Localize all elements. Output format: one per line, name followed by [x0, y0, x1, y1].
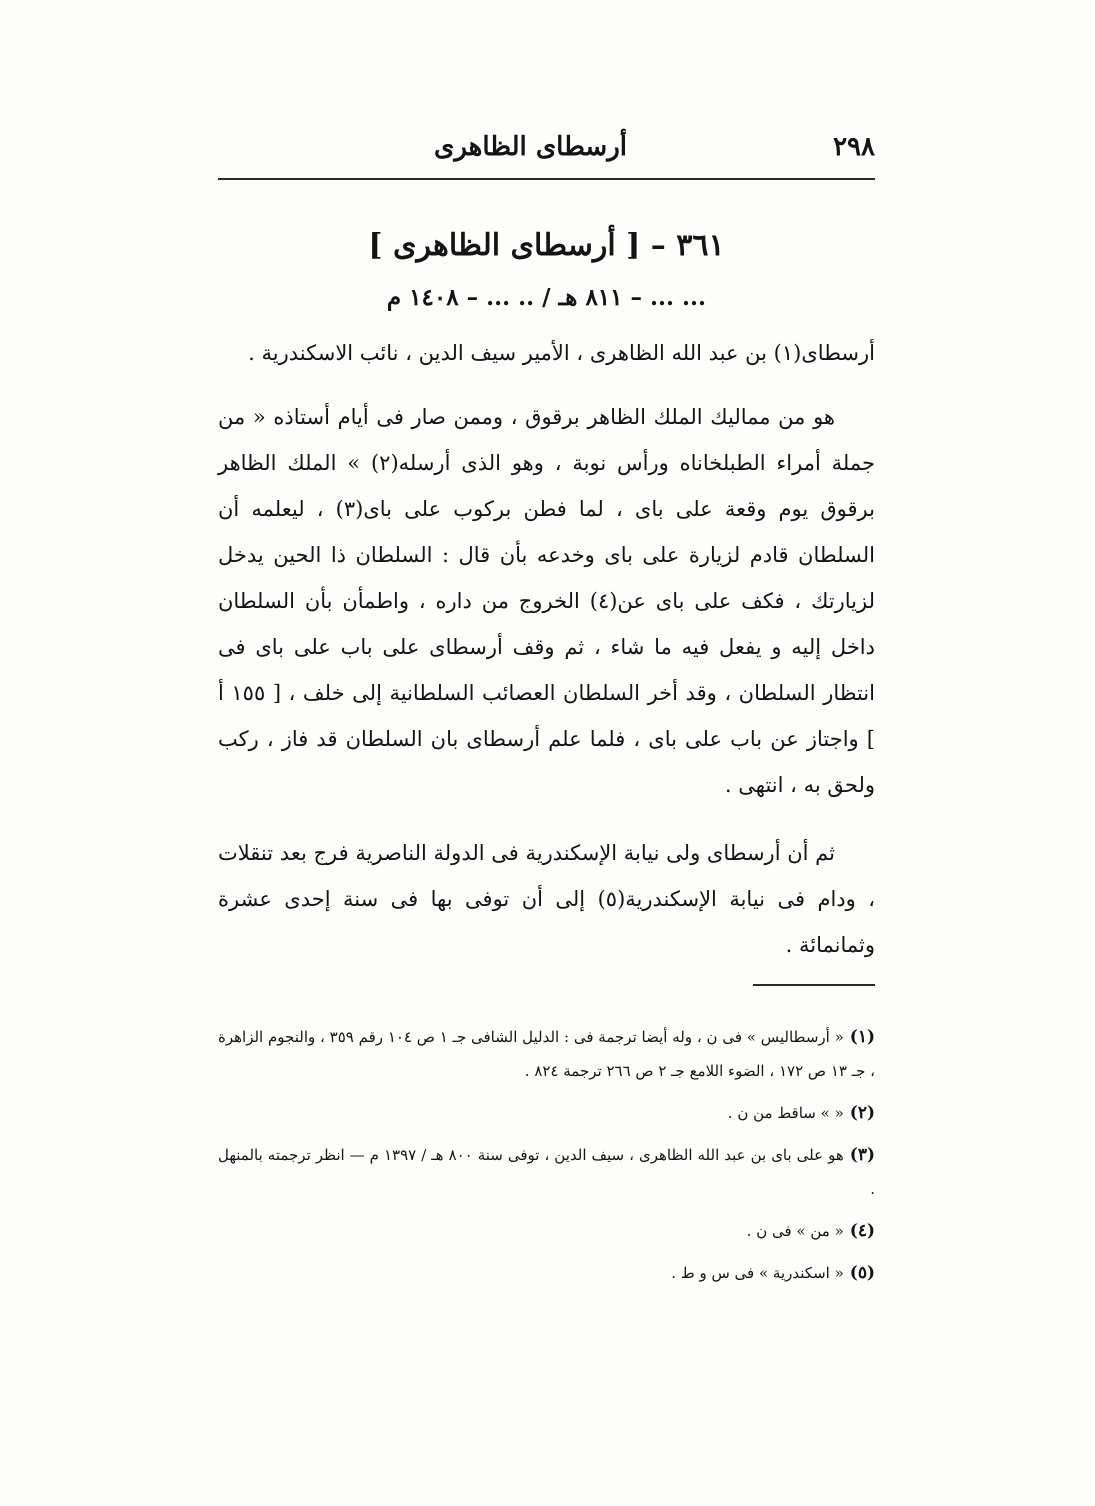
footnote: [218, 1256, 875, 1290]
header-rule: [218, 178, 875, 180]
footnote-number: (٣): [849, 1145, 875, 1165]
footnote-number: (٥): [849, 1263, 875, 1283]
page-number: ٢٩٨: [833, 132, 875, 162]
footnote-number: (٢): [849, 1103, 875, 1123]
footnote-text: « » ساقط من ن .: [727, 1104, 844, 1122]
footnote-rule: [753, 984, 875, 986]
entry-title: ٣٦١ – [ أرسطاى الظاهرى ]: [368, 228, 725, 263]
entry-dates: ... ... – ٨١١ هـ / .. ... – ١٤٠٨ م: [386, 284, 707, 311]
footnote-text: « اسكندرية » فى س و ط .: [671, 1264, 844, 1282]
footnote: [218, 1096, 875, 1130]
footnote: [218, 1138, 875, 1206]
footnotes: [218, 1020, 875, 1298]
running-title: أرسطاى الظاهرى: [433, 132, 627, 162]
footnote-text: « أرسطاليس » فى ن ، وله أيضا ترجمة فى : الدليل الشافى جـ ١ ص ١٠٤ رقم ٣٥٩ ، والنجوم الزاهرة ، جـ ١٣ ص ١٧٢ ، الضوء اللامع جـ ٢ ص ٢٦٦ ترجمة ٨٢٤ .: [218, 1028, 875, 1080]
footnote-number: (٤): [849, 1221, 875, 1241]
footnote: [218, 1020, 875, 1088]
footnote-number: (١): [849, 1027, 876, 1047]
footnote: [218, 1214, 875, 1248]
footnote-text: « من » فى ن .: [746, 1222, 844, 1240]
paragraph: ثم أن أرسطاى ولى نيابة الإسكندرية فى الدولة الناصرية فرج بعد تنقلات ، ودام فى نيابة الإسكندرية(٥) إلى أن توفى بها فى سنة إحدى عشرة وثمانمائة .: [218, 841, 876, 957]
paragraph: هو من مماليك الملك الظاهر برقوق ، وممن صار فى أيام أستاذه « من جملة أمراء الطبلخاناه ورأس نوبة ، وهو الذى أرسله(٢) » الملك الظاهر برقوق يوم وقعة على باى ، لما فطن بركوب على باى(٣) ، ليعلمه أن السلطان قادم لزيارة على باى وخدعه بأن قال : السلطان ذا الحين يدخل لزيارتك ، فكف على باى عن(٤) الخروج من داره ، واطمأن بأن السلطان داخل إليه و يفعل فيه ما شاء ، ثم وقف أرسطاى على باب على باى فى انتظار السلطان ، وقد أخر السلطان العصائب السلطانية إلى خلف ، [ ١٥٥ أ ] واجتاز عن باب على باى ، فلما علم أرسطاى بان السلطان قد فاز ، ركب ولحق به ، انتهى .: [218, 405, 875, 797]
body-text: [218, 330, 875, 990]
paragraph: أرسطاى(١) بن عبد الله الظاهرى ، الأمير سيف الدين ، نائب الاسكندرية .: [248, 341, 875, 365]
page-header: [218, 132, 875, 172]
footnote-text: هو على باى بن عبد الله الظاهرى ، سيف الدين ، توفى سنة ٨٠٠ هـ / ١٣٩٧ م — انظر ترجمته بالمنهل .: [218, 1146, 875, 1198]
